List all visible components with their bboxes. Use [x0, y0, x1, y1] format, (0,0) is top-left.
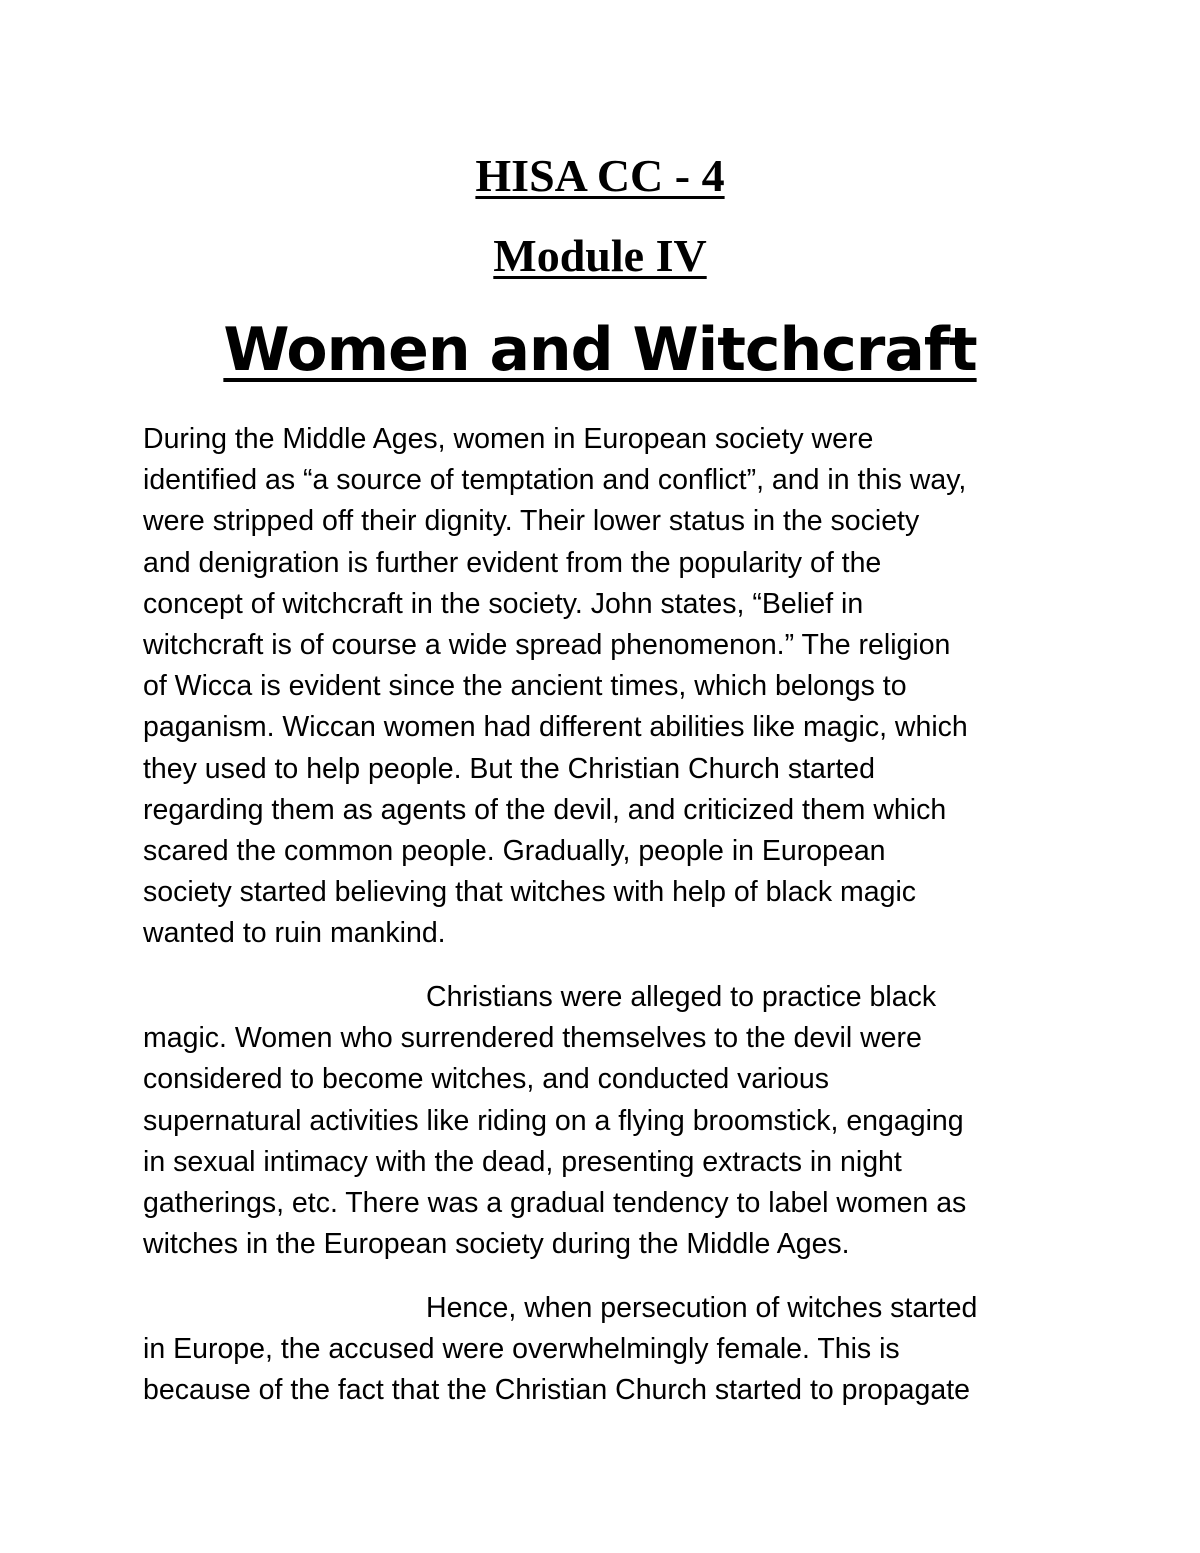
- text-line: society started believing that witches with help of black magic: [143, 876, 917, 909]
- body-paragraph: [143, 1288, 1063, 1412]
- text-line: [143, 1288, 1063, 1329]
- text-line-content: Christians were alleged to practice black: [426, 981, 937, 1013]
- text-line: considered to become witches, and conducted various: [143, 1063, 829, 1096]
- document-title: Women and Witchcraft: [223, 315, 977, 385]
- text-line: of Wicca is evident since the ancient times, which belongs to: [143, 670, 907, 703]
- text-line: concept of witchcraft in the society. John states, “Belief in: [143, 587, 864, 620]
- module-heading: Module IV: [493, 230, 707, 281]
- text-line: wanted to ruin mankind.: [143, 917, 446, 950]
- text-line: During the Middle Ages, women in European society were: [143, 423, 874, 455]
- text-line-content: Hence, when persecution of witches started: [426, 1292, 978, 1324]
- text-line: they used to help people. But the Christian Church started: [143, 752, 875, 785]
- text-line: were stripped off their dignity. Their lower status in the society: [143, 505, 920, 538]
- text-line: in Europe, the accused were overwhelmingly female. This is: [143, 1333, 900, 1366]
- text-line: in sexual intimacy with the dead, presenting extracts in night: [143, 1145, 902, 1178]
- text-line: witchcraft is of course a wide spread phenomenon.” The religion: [143, 629, 951, 662]
- text-line: scared the common people. Gradually, people in European: [143, 835, 886, 868]
- course-code-heading: HISA CC - 4: [475, 150, 725, 201]
- text-line: paganism. Wiccan women had different abilities like magic, which: [143, 711, 968, 744]
- text-line: because of the fact that the Christian Church started to propagate: [143, 1374, 971, 1407]
- text-line: regarding them as agents of the devil, and criticized them which: [143, 793, 947, 826]
- text-line: identified as “a source of temptation and conflict”, and in this way,: [143, 464, 967, 497]
- body-paragraph: [143, 419, 1063, 955]
- text-line: and denigration is further evident from the popularity of the: [143, 546, 882, 579]
- text-line: supernatural activities like riding on a flying broomstick, engaging: [143, 1104, 964, 1137]
- text-line: witches in the European society during the Middle Ages.: [143, 1228, 850, 1261]
- text-line: gatherings, etc. There was a gradual tendency to label women as: [143, 1187, 967, 1220]
- body-paragraph: [143, 977, 1063, 1265]
- text-line: magic. Women who surrendered themselves to the devil were: [143, 1022, 922, 1055]
- text-line: [143, 977, 1063, 1018]
